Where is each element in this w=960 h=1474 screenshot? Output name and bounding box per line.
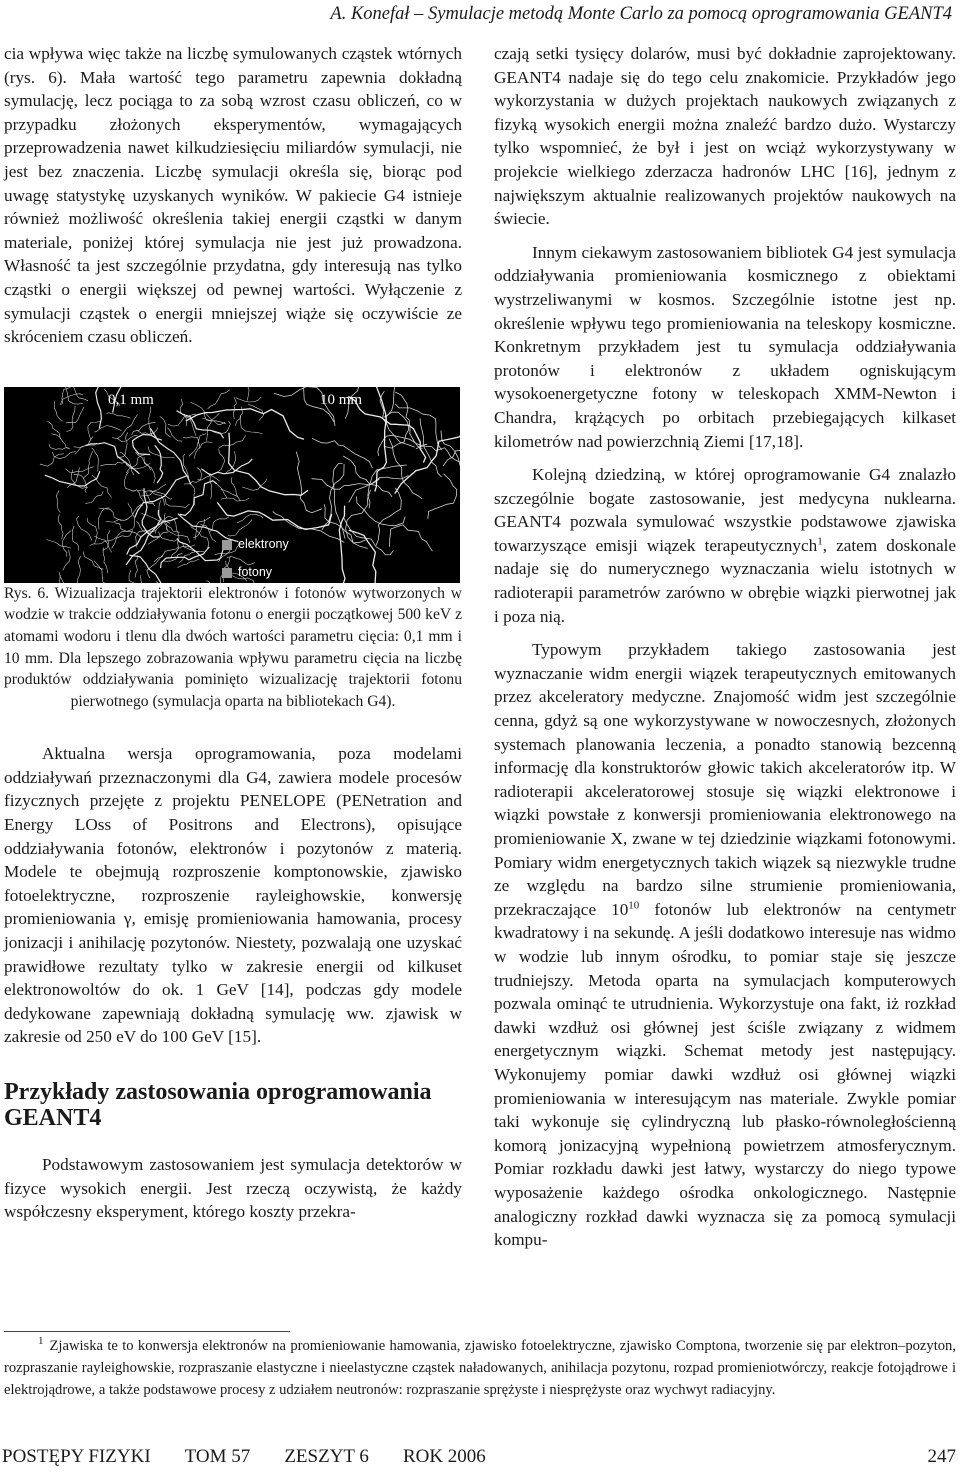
electron-track bbox=[395, 392, 422, 449]
electron-track bbox=[117, 432, 128, 457]
electron-track bbox=[88, 421, 101, 440]
electron-track bbox=[210, 517, 229, 532]
electron-track bbox=[72, 526, 78, 551]
electron-track bbox=[191, 526, 209, 548]
figure-caption: Rys. 6. Wizualizacja trajektorii elektronów i fotonów wytworzonych w wodzie w trakcie oddziaływania fotonu o energii początkowej 500 keV z atomami wodoru i tlenu dla dwóch wartości parametru cięcia: 0,1 mm i 10 mm. Dla lepszego zobrazowania wpływu parametru cięcia na liczbę produktów oddziaływania pominięto wizualizację trajektorii fotonu pierwotnego (symulacja oparta na bibliotekach G4). bbox=[4, 584, 462, 710]
photon-track bbox=[217, 502, 331, 529]
electron-track bbox=[240, 415, 262, 433]
text-run: Kolejną dziedziną, w której oprogramowanie G4 znalazło szczególnie bogate zastosowanie, jest medycyna nuklearna. GEANT4 pozwala symulować wszystkie podstawowe zjawiska towarzyszące emisji wiązek terapeutycznych bbox=[494, 465, 956, 555]
legend-label: elektrony bbox=[238, 536, 289, 551]
page-footer bbox=[2, 1446, 956, 1468]
electron-track bbox=[395, 404, 442, 450]
electron-track bbox=[94, 560, 111, 582]
left-column bbox=[4, 42, 462, 1224]
photon-track bbox=[135, 476, 187, 518]
text-run: fotonów lub elektronów na centymetr kwadratowy i na sekundę. A jeśli dodatkowo interesuje nas widmo w wodzie lub innym ośrodku, to pomiar staje się jeszcze trudniejszy. Metoda oparta na symulacjach komputerowych pozwala ominąć te utrudnienia. Wykorzystuje ona fakt, iż rozkład dawki wzdłuż osi głównej jest ściśle związany z widmem energetycznym wiązki. Schemat metody jest następujący. Wykonujemy pomiar dawki wzdłuż osi głównej wiązki promieniowania w interesującym nas materiale. Zwykle pomiar taki wykonuje się cylindryczną lub płasko-równoległościenną komorą jonizacyjną wypełnioną powietrzem atmosferycznym. Pomiar rozkładu dawki jest łatwy, wystarczy do niego typowe wyposażenie każdego ośrodka onkologicznego. Następnie analogiczny rozkład dawki wyznacza się za pomocą symulacji kompu- bbox=[494, 899, 956, 1250]
electron-track bbox=[237, 514, 263, 523]
electron-track bbox=[112, 530, 133, 548]
legend-item-electrons bbox=[222, 533, 289, 557]
electron-track bbox=[208, 389, 230, 408]
electron-track bbox=[47, 539, 71, 547]
electron-track bbox=[376, 488, 401, 545]
right-paragraph-2: Innym ciekawym zastosowaniem bibliotek G4 jest symulacja oddziaływania promieniowania kosmicznego z obiektami wystrzeliwanymi w kosmos. Szczególnie istotne jest np. określenie wpływu tego promieniowania na teleskopy kosmiczne. Konkretnym przykładem jest tu symulacja oddziaływania protonów i elektronów z układem ogniskującym wysokoenergetyczne fotony w teleskopach XMM-Newton i Chandra, krążących po orbitach przebiegających kilkaset kilometrów nad powierzchnią Ziemi [17,18]. bbox=[494, 242, 956, 451]
legend-swatch-icon bbox=[222, 540, 232, 550]
electron-track bbox=[144, 457, 155, 483]
section-title: Przykłady zastosowania oprogramowania GEANT4 bbox=[4, 1079, 432, 1131]
right-paragraph-1: czają setki tysięcy dolarów, musi być dokładnie zaprojektowany. GEANT4 nadaje się do tego celu znakomicie. Przykładów jego wykorzystania w dużych projektach naukowych związanych z fizyką wysokich energii można znaleźć bardzo dużo. Wystarczy tylko wspomnieć, że był i jest on wciąż wykorzystywany w projekcie wielkiego zderzacza hadronów LHC [16], jednym z największym aktualnie realizowanych projektów naukowych na świecie. bbox=[494, 44, 956, 229]
photon-track bbox=[82, 387, 101, 428]
electron-track bbox=[236, 397, 261, 402]
electron-track bbox=[190, 402, 212, 420]
footer-volume: TOM 57 bbox=[184, 1446, 251, 1467]
electron-track bbox=[137, 427, 158, 434]
electron-track bbox=[221, 498, 249, 501]
electron-track bbox=[218, 449, 225, 472]
electron-track bbox=[55, 575, 61, 583]
electron-track bbox=[75, 443, 97, 454]
electron-track bbox=[180, 399, 187, 426]
electron-track bbox=[343, 456, 392, 497]
electron-track bbox=[165, 498, 189, 507]
electron-track bbox=[52, 451, 75, 458]
footnote-mark: 1 bbox=[38, 1335, 44, 1348]
electron-track bbox=[384, 412, 409, 448]
electron-track bbox=[202, 418, 225, 424]
footer-issue: ZESZYT 6 bbox=[284, 1446, 369, 1467]
electron-track bbox=[65, 387, 83, 404]
electron-track bbox=[185, 416, 196, 435]
electron-track bbox=[233, 397, 236, 419]
electron-track bbox=[150, 581, 158, 583]
legend-label: fotony bbox=[238, 565, 273, 580]
electron-track bbox=[174, 518, 180, 548]
electron-track bbox=[40, 454, 64, 466]
right-paragraph-4 bbox=[494, 638, 956, 1251]
running-header: A. Konefał – Symulacje metodą Monte Carlo za pomocą oprogramowania GEANT4 bbox=[330, 4, 952, 24]
electron-track bbox=[98, 508, 109, 529]
electron-track bbox=[171, 545, 195, 558]
electron-track bbox=[107, 413, 131, 418]
electron-track bbox=[177, 559, 199, 568]
electron-track bbox=[148, 532, 168, 545]
right-paragraph-3 bbox=[494, 463, 956, 628]
electron-track bbox=[52, 434, 71, 449]
figure-6-image bbox=[4, 387, 460, 583]
footnote-divider bbox=[4, 1331, 290, 1332]
electron-track bbox=[428, 474, 457, 519]
electron-track bbox=[100, 461, 126, 465]
electron-track bbox=[56, 490, 60, 512]
photon-track bbox=[155, 445, 163, 483]
page-number: 247 bbox=[927, 1446, 956, 1467]
left-paragraph-3: Podstawowym zastosowaniem jest symulacja detektorów w fizyce wysokich energii. Jest rzeczą oczywistą, że każdy współczesny eksperyment, którego koszty przekra- bbox=[4, 1155, 462, 1222]
text-run: Typowym przykładem takiego zastosowania jest wyznaczanie widm energii wiązek terapeutycznych emitowanych przez akceleratory medyczne. Znajomość widm jest szczególnie cenna, gdyż są one wykorzystywane w nowoczesnych, złożonych systemach planowania leczenia, a ponadto stanowią bezcenną informację dla konstruktorów głowic takich akceleratorów itp. W radioterapii akceleratorowej stosuje się wiązki elektronowe i wiązki powstałe z konwersji promieniowania elektronowego na promieniowanie X, zwane w tej dziedzinie wiązkami fotonowymi. Pomiary widm energetycznych takich wiązek są niezwykle trudne ze względu na bardzo silne strumienie promieniowania, przekraczające 10 bbox=[494, 640, 956, 919]
electron-track bbox=[191, 467, 202, 483]
electron-track bbox=[58, 514, 63, 539]
electron-track bbox=[103, 547, 108, 573]
electron-track bbox=[106, 519, 128, 522]
electron-track bbox=[386, 387, 400, 425]
left-paragraph-1: cia wpływa więc także na liczbę symulowanych cząstek wtórnych (rys. 6). Mała wartość tego parametru zapewnia dokładną symulację, lecz pociąga to za sobą wzrost czasu obliczeń, co w przypadku złożonych eksperymentów, wymagających przeprowadzenia nawet kilkudziesięciu miliardów symulacji, nie jest bez znaczenia. Liczbę symulacji określa się, biorąc pod uwagę statystykę uzyskanych wyników. W pakiecie G4 istnieje również możliwość określenia takiej energii cząstki w danym materiale, poniżej której symulacja nie jest już prowadzona. Własność ta jest szczególnie przydatna, gdy interesują nas tylko cząstki o energii większej od pewnej wartości. Wyłączenie z symulacji cząstek o energii mniejszej wiąże się oczywiście ze skróceniem czasu obliczeń. bbox=[4, 44, 462, 347]
legend-swatch-icon bbox=[222, 568, 232, 578]
electron-track bbox=[77, 516, 92, 541]
electron-track bbox=[159, 531, 178, 541]
electron-track bbox=[129, 570, 138, 583]
photon-track bbox=[133, 434, 162, 454]
electron-track bbox=[168, 427, 183, 440]
text-run: , zatem doskonale nadaje się do numerycznego wyznaczania wielu istotnych w radioterapii parametrów zarówno w obrębie wiązki pierwotnej jak i poza nią. bbox=[494, 535, 956, 626]
right-column bbox=[494, 42, 956, 1252]
electron-track bbox=[160, 416, 171, 437]
legend-item-photons bbox=[222, 561, 289, 582]
footnote-text: Zjawiska te to konwersja elektronów na promieniowanie hamowania, zjawisko fotoelektryczne, zjawisko Comptona, tworzenie się par elektron–pozyton, rozpraszanie rayleighowskie, rozpraszanie elastyczne i nieelastyczne cząstek naładowanych, anihilacja pozytonu, rozpad promieniotwórczy, reakcje fotojądrowe i elektrojądrowe, a także podstawowe procesy z udziałem neutronów: rozpraszanie sprężyste i niesprężyste oraz wychwyt radiacyjny. bbox=[4, 1338, 956, 1398]
electron-track bbox=[241, 387, 249, 401]
electron-track bbox=[60, 393, 83, 404]
figure-label-left: 0,1 mm bbox=[108, 391, 154, 408]
electron-track bbox=[231, 477, 240, 501]
superscript: 10 bbox=[628, 899, 640, 912]
electron-track bbox=[184, 483, 195, 504]
electron-track bbox=[207, 413, 220, 441]
photon-track bbox=[129, 555, 177, 583]
figure-label-right: 10 mm bbox=[320, 391, 363, 408]
electron-track bbox=[77, 556, 81, 583]
electron-track bbox=[83, 551, 103, 569]
electron-track bbox=[194, 442, 212, 459]
electron-track bbox=[390, 525, 433, 551]
footnote bbox=[4, 1336, 956, 1401]
electron-track bbox=[84, 451, 93, 477]
electron-track bbox=[65, 466, 93, 472]
photon-track bbox=[229, 432, 308, 495]
figure-legend bbox=[222, 533, 289, 583]
photon-track bbox=[45, 471, 100, 486]
footer-year: ROK 2006 bbox=[402, 1446, 486, 1467]
electron-track bbox=[99, 508, 122, 521]
electron-track bbox=[85, 491, 103, 503]
footnote-ref: 1 bbox=[817, 535, 823, 548]
electron-track bbox=[54, 401, 62, 421]
electron-track bbox=[135, 555, 138, 578]
electron-track bbox=[346, 490, 371, 543]
footer-journal: POSTĘPY FIZYKI bbox=[2, 1446, 151, 1467]
electron-track bbox=[74, 474, 87, 492]
left-paragraph-2: Aktualna wersja oprogramowania, poza modelami oddziaływań przeznaczonymi dla G4, zawiera modele procesów fizycznych przejęte z projektu PENELOPE (PENetration and Energy LOss of Positrons and Electrons), opisujące oddziaływania fotonów, elektronów i pozytonów z materią. Modele te obejmują rozproszenie komptonowskie, zjawisko fotoelektryczne, rozproszenie rayleighowskie, konwersję promieniowania γ, emisję promieniowania hamowania, procesy jonizacji i anihilację pozytonów. Niestety, pozwalają one uzyskać prawidłowe rezultaty tylko w zakresie energii od kilkuset elektronowoltów do ok. 1 GeV [14], podczas gdy modele dedykowane zapewniają dokładną symulację ww. zjawisk w zakresie od 250 eV do 100 GeV [15]. bbox=[4, 744, 462, 1047]
electron-track bbox=[90, 539, 114, 545]
electron-track bbox=[66, 405, 75, 431]
electron-track bbox=[94, 425, 121, 432]
electron-track bbox=[62, 530, 71, 556]
electron-track bbox=[148, 446, 175, 457]
electron-track bbox=[139, 575, 147, 583]
photon-track bbox=[177, 410, 224, 438]
photon-track bbox=[324, 505, 345, 582]
electron-track bbox=[87, 518, 97, 544]
electron-track bbox=[296, 451, 322, 512]
